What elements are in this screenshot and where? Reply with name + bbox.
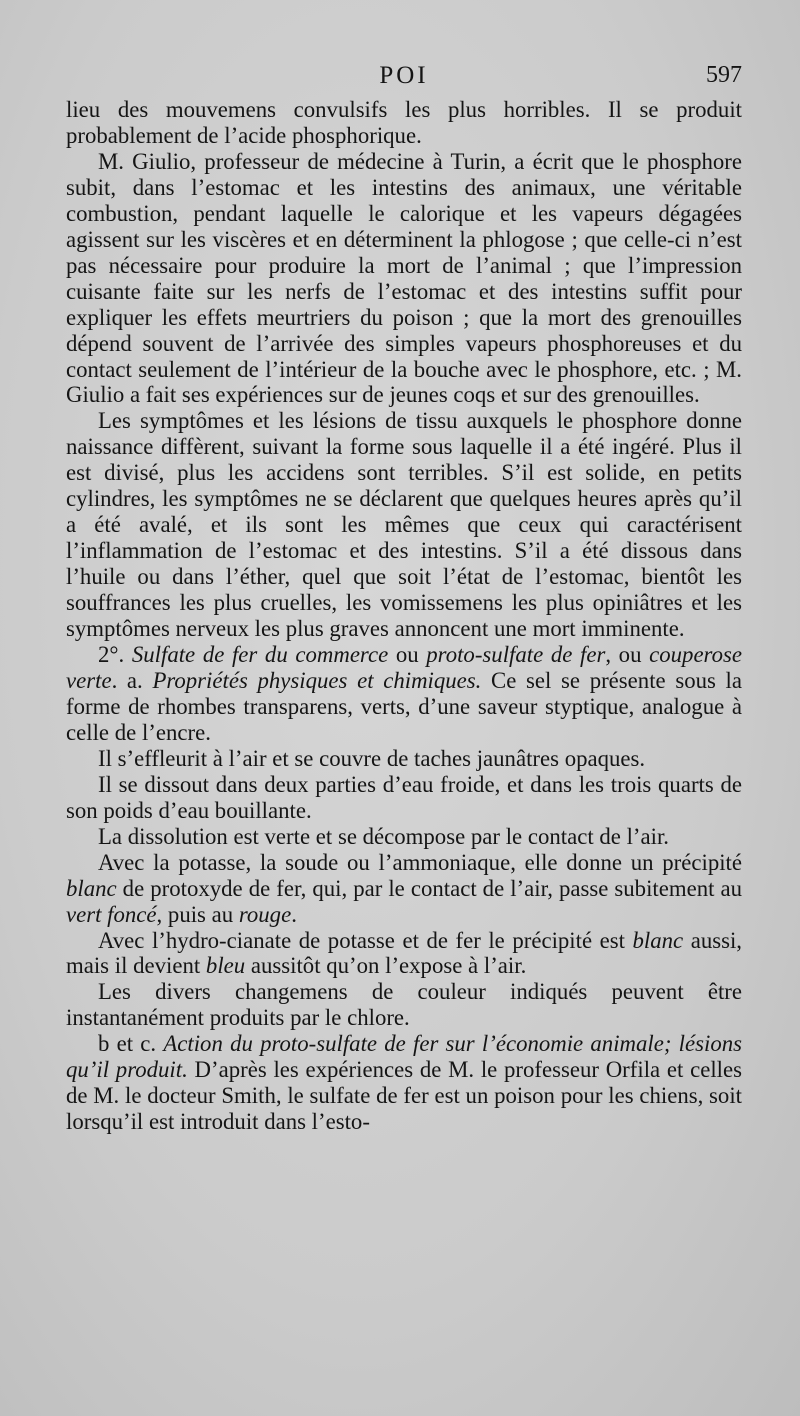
paragraph [66, 97, 742, 149]
text-segment: , puis au [156, 901, 239, 927]
text-segment: Les symptômes et les lésions de tissu auxquels le phosphore donne naissance diffèrent, suivant la forme sous laquelle il a été ingéré. Plus il est divisé, plus les accidens sont terribles. S’il est solide, en petits cylindres, les symptômes ne se déclarent que quelques heures après qu’il a été avalé, et ils sont les mêmes que ceux qui caractérisent l’inflammation de l’estomac et des intestins. S’il a été dissous dans l’huile ou dans l’éther, quel que soit l’état de l’estomac, bientôt les souffrances les plus cruelles, les vomissemens les plus opiniâtres et les symptômes nerveux les plus graves annoncent une mort imminente. [66, 408, 742, 642]
text-segment: ou [388, 642, 427, 668]
paragraph [66, 642, 742, 746]
text-segment: aussitôt qu’on l’expose à l’air. [245, 953, 527, 979]
text-segment: Les divers changemens de couleur indiqués peuvent être instantanément produits par le chlore. [66, 979, 742, 1031]
text-segment: lieu des mouvemens convulsifs les plus horribles. Il se produit probablement de l’acide phosphorique. [66, 97, 742, 148]
text-segment: de protoxyde de fer, qui, par le contact de l’air, passe subitement au [116, 875, 742, 901]
body-text [66, 97, 742, 1135]
italic-text: proto-sulfate de fer [426, 642, 606, 668]
text-segment: , ou [605, 642, 650, 668]
italic-text: rouge [238, 901, 292, 927]
text-segment: . a. [111, 667, 153, 693]
paragraph [66, 408, 742, 642]
text-segment: M. Giulio, professeur de médecine à Turin, a écrit que le phosphore subit, dans l’estomac et les intestins des animaux, une véritable combustion, pendant laquelle le calorique et les vapeurs dégagées agissent sur les viscères et en déterminent la phlogose ; que celle-ci n’est pas nécessaire pour produire la mort de l’animal ; que l’impression cuisante faite sur les nerfs de l’estomac et des intestins suffit pour expliquer les effets meurtriers du poison ; que la mort des grenouilles dépend souvent de l’arrivée des simples vapeurs phosphoreuses et du contact seulement de l’intérieur de la bouche avec le phosphore, etc. ; M. Giulio a fait ses expériences sur de jeunes coqs et sur des grenouilles. [66, 148, 742, 408]
text-segment: D’après les expériences de M. le professeur Orfila et celles de M. le docteur Smith, le sulfate de fer est un poison pour les chiens, soit lorsqu’il est introduit dans l’esto- [66, 1057, 742, 1135]
page-header [66, 62, 742, 102]
text-segment: b et c. [98, 1031, 164, 1057]
paragraph [66, 746, 742, 772]
text-segment: La dissolution est verte et se décompose par le contact de l’air. [98, 823, 669, 849]
paragraph [66, 850, 742, 928]
paragraph [66, 979, 742, 1031]
text-segment: Ce sel se présente sous la forme de rhombes transparens, verts, d’une saveur styptique, analogue à celle de l’encre. [66, 667, 742, 745]
text-segment: aussi, mais il devient [66, 927, 742, 979]
text-segment: 2°. [98, 642, 132, 668]
paragraph [66, 1031, 742, 1135]
text-segment: Avec l’hydro-cianate de potasse et de fer le précipité est [98, 927, 633, 953]
text-segment: Il se dissout dans deux parties d’eau froide, et dans les trois quarts de son poids d’eau bouillante. [66, 771, 742, 823]
paragraph [66, 772, 742, 824]
italic-text: Action du proto-sulfate de fer sur l’économie animale; lésions qu’il produit. [66, 1031, 742, 1083]
page-number: 597 [706, 62, 742, 88]
paragraph [66, 149, 742, 409]
paragraph [66, 824, 742, 850]
text-segment: Avec la potasse, la soude ou l’ammoniaque, elle donne un précipité [98, 849, 742, 875]
running-title: POI [379, 62, 429, 89]
italic-text: blanc [632, 927, 684, 953]
italic-text: blanc [66, 875, 117, 901]
paragraph [66, 928, 742, 980]
text-segment: Il s’effleurit à l’air et se couvre de taches jaunâtres opaques. [98, 745, 646, 771]
italic-text: Propriétés physiques et chimiques. [152, 667, 482, 693]
italic-text: couperose verte [66, 642, 742, 693]
italic-text: Sulfate de fer du commerce [131, 642, 389, 668]
italic-text: bleu [205, 953, 246, 979]
text-segment: . [291, 901, 297, 927]
italic-text: vert foncé [66, 901, 157, 927]
